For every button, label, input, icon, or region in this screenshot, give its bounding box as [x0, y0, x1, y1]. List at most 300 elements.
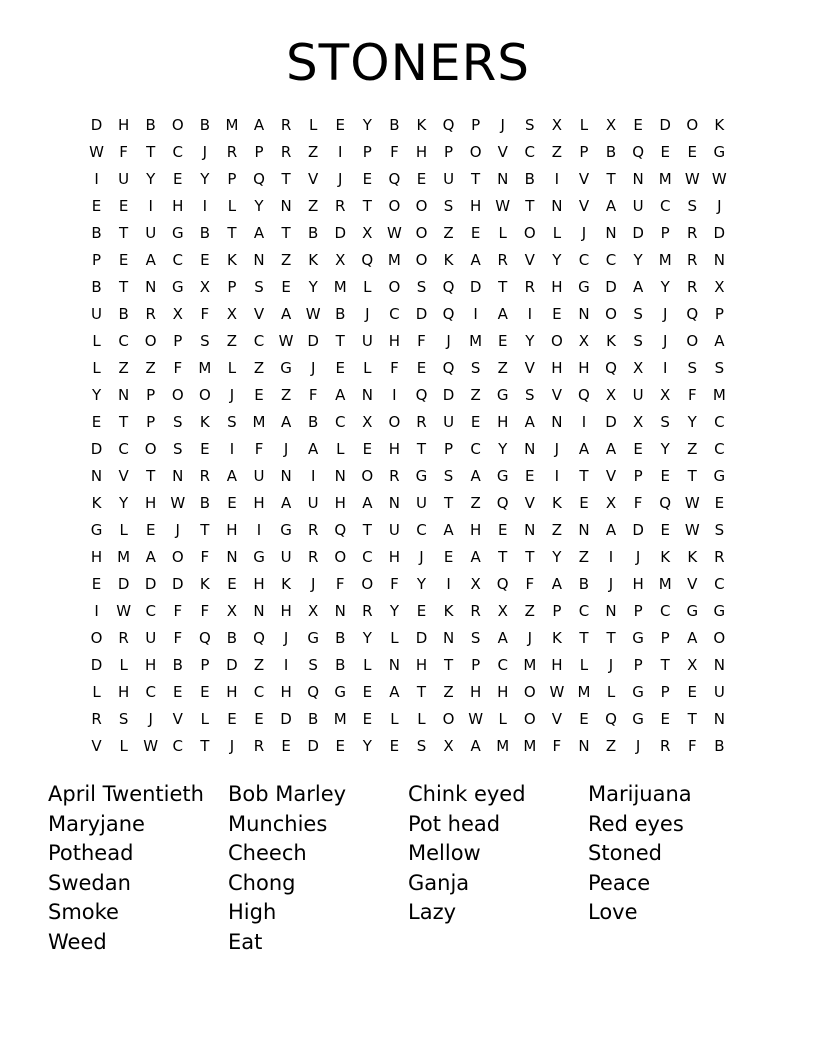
grid-row: [83, 490, 733, 517]
grid-letter: Z: [443, 224, 454, 242]
grid-letter: S: [525, 386, 535, 404]
grid-letter: X: [551, 116, 562, 134]
grid-letter: R: [307, 521, 319, 539]
grid-letter: S: [660, 413, 670, 431]
grid-letter: M: [387, 251, 401, 269]
grid-letter: H: [226, 683, 238, 701]
grid-letter: M: [333, 710, 347, 728]
grid-letter: L: [417, 710, 426, 728]
grid-letter: W: [386, 224, 402, 242]
grid-letter: Q: [605, 359, 617, 377]
grid-letter: B: [335, 629, 346, 647]
grid-letter: P: [200, 656, 210, 674]
grid-letter: O: [90, 629, 103, 647]
grid-letter: F: [119, 143, 128, 161]
grid-letter: D: [144, 575, 157, 593]
grid-letter: D: [280, 710, 292, 728]
grid-letter: O: [171, 116, 184, 134]
grid-letter: N: [524, 521, 536, 539]
grid-letter: B: [714, 737, 725, 755]
grid-letter: X: [632, 359, 644, 377]
grid-letter: S: [118, 710, 129, 728]
grid-letter: D: [90, 656, 103, 674]
grid-letter: R: [253, 737, 265, 755]
grid-letter: I: [148, 197, 153, 215]
grid-letter: N: [253, 251, 265, 269]
grid-letter: J: [310, 359, 316, 377]
grid-letter: G: [713, 143, 726, 161]
grid-letter: T: [443, 656, 454, 674]
grid-letter: O: [605, 305, 617, 323]
grid-letter: I: [94, 602, 99, 620]
grid-letter: C: [524, 143, 536, 161]
grid-letter: S: [416, 278, 427, 296]
grid-letter: A: [470, 548, 481, 566]
grid-letter: L: [200, 710, 210, 728]
grid-letter: G: [713, 467, 726, 485]
grid-letter: H: [415, 143, 428, 161]
grid-letter: Q: [334, 521, 347, 539]
grid-letter: S: [416, 737, 427, 755]
grid-letter: N: [578, 305, 590, 323]
grid-row: [83, 544, 733, 571]
grid-letter: M: [496, 737, 510, 755]
grid-letter: J: [283, 629, 289, 647]
grid-letter: T: [146, 143, 156, 161]
grid-letter: Z: [497, 359, 508, 377]
grid-letter: U: [307, 494, 319, 512]
grid-letter: Y: [254, 197, 264, 215]
grid-letter: L: [363, 656, 372, 674]
grid-letter: E: [227, 575, 237, 593]
grid-letter: L: [227, 197, 237, 215]
grid-letter: O: [686, 116, 699, 134]
grid-letter: P: [660, 629, 670, 647]
grid-letter: M: [658, 251, 672, 269]
grid-letter: T: [119, 278, 129, 296]
grid-letter: N: [713, 251, 725, 269]
grid-letter: O: [361, 467, 374, 485]
grid-letter: N: [226, 548, 238, 566]
grid-letter: N: [578, 737, 590, 755]
grid-row: [83, 247, 733, 274]
grid-letter: N: [90, 467, 103, 485]
grid-letter: E: [254, 386, 264, 404]
grid-letter: H: [388, 548, 401, 566]
grid-letter: I: [554, 467, 560, 485]
grid-letter: B: [91, 224, 102, 242]
grid-letter: U: [253, 467, 265, 485]
grid-letter: E: [497, 332, 508, 350]
word-list-item: Red eyes: [588, 811, 684, 836]
grid-letter: U: [443, 413, 455, 431]
grid-letter: N: [145, 278, 157, 296]
grid-letter: O: [713, 629, 726, 647]
grid-letter: H: [117, 116, 130, 134]
grid-letter: T: [579, 629, 589, 647]
word-list-item: High: [228, 900, 277, 925]
grid-letter: T: [660, 656, 670, 674]
grid-letter: E: [525, 467, 535, 485]
grid-letter: H: [117, 683, 130, 701]
grid-letter: X: [605, 116, 617, 134]
grid-letter: I: [256, 521, 262, 539]
grid-letter: Y: [119, 494, 129, 512]
grid-letter: T: [281, 170, 291, 188]
grid-letter: O: [171, 386, 184, 404]
grid-letter: M: [333, 278, 347, 296]
grid-letter: P: [444, 440, 454, 458]
grid-letter: A: [578, 440, 590, 458]
grid-row: [83, 220, 733, 247]
word-list-column: [228, 780, 408, 958]
grid-letter: D: [713, 224, 726, 242]
grid-letter: E: [470, 224, 481, 242]
grid-row: [83, 571, 733, 598]
grid-letter: N: [388, 656, 401, 674]
grid-letter: L: [336, 440, 345, 458]
grid-letter: R: [145, 305, 156, 323]
grid-letter: I: [554, 170, 560, 188]
grid-letter: T: [119, 413, 129, 431]
grid-letter: Z: [253, 359, 265, 377]
grid-letter: Y: [498, 440, 508, 458]
grid-letter: Q: [442, 305, 455, 323]
grid-letter: A: [335, 386, 346, 404]
grid-letter: E: [281, 737, 291, 755]
grid-letter: Y: [362, 116, 372, 134]
grid-letter: Z: [145, 359, 156, 377]
grid-letter: E: [281, 278, 291, 296]
grid-letter: U: [91, 305, 103, 323]
grid-letter: R: [659, 737, 671, 755]
grid-letter: L: [308, 116, 318, 134]
word-list-column: [48, 780, 228, 958]
grid-letter: P: [227, 170, 237, 188]
grid-letter: H: [551, 278, 563, 296]
word-list-item: Munchies: [228, 811, 328, 836]
grid-letter: C: [389, 305, 400, 323]
grid-letter: S: [525, 116, 535, 134]
grid-letter: Z: [605, 737, 617, 755]
grid-letter: K: [687, 548, 698, 566]
grid-letter: G: [632, 710, 644, 728]
grid-letter: N: [334, 467, 346, 485]
grid-row: [83, 598, 733, 625]
grid-letter: W: [549, 683, 565, 701]
grid-letter: K: [308, 251, 319, 269]
grid-letter: J: [608, 656, 614, 674]
grid-letter: C: [145, 602, 156, 620]
grid-letter: C: [578, 602, 590, 620]
grid-letter: E: [552, 305, 562, 323]
grid-row: [83, 706, 733, 733]
grid-letter: P: [633, 656, 643, 674]
grid-letter: L: [119, 521, 128, 539]
grid-letter: O: [361, 575, 374, 593]
grid-letter: Q: [605, 710, 617, 728]
grid-letter: M: [225, 116, 239, 134]
grid-letter: E: [227, 710, 237, 728]
grid-letter: A: [714, 332, 725, 350]
grid-letter: X: [470, 575, 481, 593]
grid-letter: A: [551, 575, 562, 593]
grid-letter: I: [662, 359, 668, 377]
grid-letter: S: [687, 197, 698, 215]
grid-letter: F: [390, 575, 399, 593]
grid-letter: F: [173, 359, 183, 377]
grid-letter: H: [497, 683, 509, 701]
grid-letter: E: [200, 683, 210, 701]
grid-letter: X: [172, 305, 183, 323]
grid-letter: O: [523, 224, 536, 242]
grid-letter: F: [687, 386, 697, 404]
grid-letter: Z: [226, 332, 238, 350]
grid-letter: A: [280, 305, 292, 323]
grid-letter: P: [471, 116, 481, 134]
grid-letter: K: [416, 116, 427, 134]
word-list-item: Stoned: [588, 841, 662, 866]
grid-letter: R: [118, 629, 129, 647]
grid-letter: V: [605, 467, 617, 485]
grid-letter: Q: [361, 251, 374, 269]
grid-letter: U: [388, 521, 400, 539]
grid-letter: J: [635, 548, 641, 566]
grid-letter: D: [117, 575, 130, 593]
grid-letter: Q: [442, 278, 455, 296]
grid-letter: I: [473, 305, 478, 323]
grid-letter: Q: [253, 170, 265, 188]
grid-letter: M: [198, 359, 212, 377]
grid-letter: F: [525, 575, 535, 593]
grid-letter: V: [118, 467, 129, 485]
grid-letter: Q: [659, 494, 672, 512]
grid-letter: Q: [442, 359, 455, 377]
grid-letter: C: [578, 251, 590, 269]
word-list-item: Chong: [228, 870, 296, 895]
word-list-column: [408, 780, 588, 958]
grid-letter: O: [144, 332, 157, 350]
word-list-item: Chink eyed: [408, 782, 526, 806]
grid-letter: V: [524, 251, 535, 269]
grid-letter: U: [145, 629, 157, 647]
grid-letter: W: [711, 170, 727, 188]
grid-letter: L: [119, 656, 128, 674]
grid-letter: R: [470, 602, 481, 620]
grid-letter: H: [497, 413, 509, 431]
grid-letter: H: [90, 548, 103, 566]
grid-letter: C: [714, 440, 725, 458]
grid-letter: X: [497, 602, 508, 620]
grid-letter: E: [714, 494, 725, 512]
grid-letter: Z: [118, 359, 129, 377]
grid-letter: Q: [578, 386, 590, 404]
grid-letter: E: [497, 521, 508, 539]
grid-letter: S: [254, 278, 264, 296]
grid-letter: E: [91, 197, 102, 215]
grid-letter: B: [118, 305, 129, 323]
word-list-item: Swedan: [48, 870, 131, 895]
grid-letter: R: [416, 413, 427, 431]
grid-letter: C: [416, 521, 427, 539]
grid-row: [83, 733, 733, 760]
grid-letter: G: [496, 467, 509, 485]
grid-letter: U: [361, 332, 373, 350]
grid-letter: N: [632, 170, 644, 188]
grid-letter: T: [200, 521, 210, 539]
grid-letter: L: [227, 359, 237, 377]
grid-letter: D: [442, 386, 455, 404]
grid-letter: C: [172, 251, 184, 269]
grid-letter: H: [226, 521, 238, 539]
grid-letter: T: [525, 197, 535, 215]
grid-letter: A: [253, 116, 265, 134]
grid-letter: D: [632, 521, 644, 539]
grid-letter: S: [443, 467, 454, 485]
grid-letter: A: [605, 521, 617, 539]
grid-letter: O: [388, 278, 401, 296]
grid-row: [83, 139, 733, 166]
grid-letter: I: [310, 467, 316, 485]
grid-letter: J: [202, 143, 208, 161]
word-list-item: Maryjane: [48, 811, 145, 836]
grid-letter: E: [633, 440, 643, 458]
grid-letter: D: [659, 116, 671, 134]
grid-letter: N: [280, 467, 292, 485]
grid-letter: I: [527, 305, 532, 323]
grid-letter: E: [416, 359, 427, 377]
grid-letter: D: [171, 575, 184, 593]
grid-letter: O: [550, 332, 563, 350]
grid-letter: J: [635, 737, 641, 755]
word-list-item: Pothead: [48, 841, 134, 866]
grid-letter: Z: [470, 494, 481, 512]
grid-letter: A: [362, 494, 373, 512]
grid-letter: Q: [496, 494, 509, 512]
grid-row: [83, 625, 733, 652]
grid-letter: T: [200, 737, 210, 755]
grid-letter: A: [605, 197, 617, 215]
grid-letter: D: [90, 116, 103, 134]
grid-letter: H: [145, 494, 157, 512]
grid-letter: J: [365, 305, 370, 323]
grid-letter: K: [281, 575, 291, 593]
grid-letter: N: [551, 413, 563, 431]
grid-letter: P: [714, 305, 724, 323]
grid-letter: B: [145, 116, 156, 134]
grid-letter: H: [388, 440, 401, 458]
word-list-item: Smoke: [48, 900, 119, 925]
grid-letter: W: [170, 494, 186, 512]
grid-letter: L: [92, 359, 101, 377]
grid-letter: P: [633, 467, 643, 485]
grid-letter: C: [497, 656, 508, 674]
grid-letter: E: [91, 575, 102, 593]
grid-letter: B: [335, 305, 346, 323]
grid-letter: E: [633, 116, 643, 134]
grid-letter: J: [338, 170, 343, 188]
grid-letter: F: [254, 440, 264, 458]
grid-letter: B: [199, 224, 210, 242]
grid-letter: K: [551, 629, 562, 647]
grid-letter: T: [146, 467, 156, 485]
grid-row: [83, 328, 733, 355]
grid-letter: T: [687, 467, 697, 485]
grid-letter: Y: [525, 332, 535, 350]
grid-letter: S: [714, 521, 725, 539]
word-list-item: Pot head: [408, 811, 501, 836]
grid-letter: P: [471, 656, 481, 674]
grid-letter: U: [632, 197, 644, 215]
grid-letter: V: [172, 710, 183, 728]
grid-letter: G: [632, 683, 644, 701]
grid-letter: Y: [91, 386, 102, 404]
grid-letter: A: [470, 737, 481, 755]
grid-letter: T: [119, 224, 129, 242]
grid-letter: F: [173, 602, 183, 620]
grid-letter: U: [713, 683, 725, 701]
grid-letter: R: [389, 467, 400, 485]
grid-letter: J: [554, 440, 560, 458]
grid-letter: T: [606, 629, 616, 647]
grid-letter: T: [416, 440, 427, 458]
grid-letter: J: [229, 737, 235, 755]
word-list-column: [588, 780, 768, 958]
grid-letter: Y: [362, 629, 372, 647]
grid-row: [83, 679, 733, 706]
grid-letter: H: [172, 197, 184, 215]
grid-letter: S: [227, 413, 237, 431]
grid-letter: W: [143, 737, 159, 755]
grid-letter: R: [199, 467, 211, 485]
grid-letter: K: [227, 251, 237, 269]
grid-letter: I: [283, 656, 289, 674]
grid-letter: A: [443, 521, 454, 539]
grid-letter: K: [199, 413, 210, 431]
grid-letter: B: [226, 629, 238, 647]
grid-letter: P: [92, 251, 102, 269]
grid-letter: C: [253, 683, 265, 701]
grid-letter: E: [118, 251, 129, 269]
grid-letter: W: [684, 494, 700, 512]
grid-letter: D: [90, 440, 103, 458]
grid-letter: E: [91, 413, 102, 431]
grid-row: [83, 166, 733, 193]
grid-row: [83, 355, 733, 382]
grid-letter: F: [552, 737, 562, 755]
grid-letter: Y: [389, 602, 399, 620]
grid-letter: A: [687, 629, 698, 647]
grid-letter: R: [714, 548, 725, 566]
grid-letter: P: [660, 683, 670, 701]
grid-letter: E: [362, 440, 373, 458]
grid-letter: B: [199, 494, 210, 512]
grid-letter: A: [497, 305, 508, 323]
grid-letter: H: [551, 359, 563, 377]
grid-letter: R: [280, 143, 292, 161]
grid-letter: W: [495, 197, 511, 215]
grid-letter: E: [443, 548, 454, 566]
grid-letter: R: [687, 224, 698, 242]
grid-letter: G: [578, 278, 590, 296]
grid-letter: D: [415, 305, 428, 323]
grid-letter: C: [335, 413, 346, 431]
grid-row: [83, 301, 733, 328]
grid-letter: C: [362, 548, 373, 566]
grid-letter: B: [389, 116, 400, 134]
grid-letter: E: [687, 143, 697, 161]
grid-letter: N: [713, 710, 725, 728]
